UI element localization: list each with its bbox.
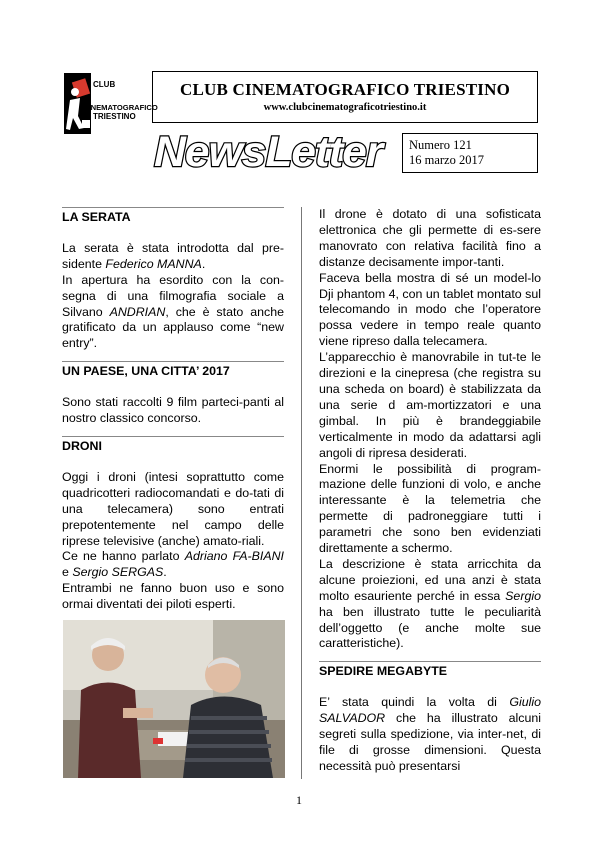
event-photo: [63, 620, 285, 778]
left-column: [62, 207, 284, 613]
club-name: CLUB CINEMATOGRAFICO TRIESTINO: [179, 80, 510, 99]
page-number: 1: [296, 793, 302, 807]
person-name: ANDRIAN: [109, 304, 166, 319]
masthead-box: [152, 71, 538, 123]
issue-info-box: [402, 133, 538, 173]
issue-date: 16 marzo 2017: [409, 153, 484, 167]
person-name: Federico MANNA: [105, 256, 202, 271]
newsletter-wordmark: [150, 126, 386, 174]
paragraph: Oggi i droni (intesi soprattutto come quadricotteri radiocomandati e do-tati di una telecamera) sono entrati prepotentemente nel campo delle riprese televisive (anche) amato-riali.: [62, 469, 284, 548]
paragraph: La descrizione è stata arricchita da alcune proiezioni, ed una anzi è stata molto esauriente perché in essa Sergio ha ben illustrato tutte le peculiarità dell’oggetto (e anche molte sue caratteristiche).: [319, 556, 541, 651]
paragraph: Enormi le possibilità di program-mazione delle funzioni di volo, e anche interessante è la telemetria che permette di padroneggiare tutti i parametri che sono ben evidenziati direttamente a schermo.: [319, 461, 541, 556]
section-title-droni: DRONI: [62, 438, 102, 453]
logo-line-1: CLUB: [93, 80, 116, 89]
paragraph: Il drone è dotato di una sofisticata elettronica che gli permette di es-sere manovrato con relativa facilità fino a distanze decisamente impor-tanti.: [319, 207, 541, 269]
paragraph: Sono stati raccolti 9 film parteci-panti al nostro classico concorso.: [62, 395, 284, 426]
person-name: Adriano FA-BIANI: [184, 549, 284, 564]
club-logo: [62, 70, 158, 136]
section-rule: [62, 207, 284, 208]
club-website: www.clubcinematograficotriestino.it: [263, 102, 427, 113]
section-title-un-paese: UN PAESE, UNA CITTA’ 2017: [62, 364, 230, 379]
issue-number: Numero 121: [409, 138, 472, 152]
paragraph: Faceva bella mostra di sé un model-lo Dji phantom 4, con un tablet montato sul telecomando in modo che l’operatore possa vedere in tempo reale quanto viene ripreso dalla telecamera.: [319, 270, 541, 349]
paragraph: Entrambi ne fanno buon uso e sono ormai diventati dei piloti esperti.: [62, 581, 284, 612]
section-rule: [319, 661, 541, 662]
section-rule: [62, 436, 284, 437]
right-column: [319, 207, 541, 775]
paragraph: L’apparecchio è manovrabile in tut-te le direzioni e la cinepresa (che registra su una scheda on board) è stabilizzata da una serie d am-mortizzatori e una gimbal. In più è brandeggiabile verticalmente in modo da adattarsi agli angoli di ripresa desiderati.: [319, 350, 541, 460]
logo-line-3: TRIESTINO: [93, 112, 136, 121]
section-title-spedire-megabyte: SPEDIRE MEGABYTE: [319, 664, 448, 679]
paragraph: La serata è stata introdotta dal pre-sidente Federico MANNA.: [62, 240, 284, 271]
paragraph: E’ stata quindi la volta di Giulio SALVADOR che ha illustrato alcuni segreti sulla spedizione, via inter-net, di file di grosse dimensioni. Questa necessità può presentarsi: [319, 695, 541, 773]
person-name: Sergio: [505, 588, 541, 603]
person-name: Sergio SERGAS: [72, 565, 164, 580]
paragraph: Ce ne hanno parlato Adriano FA-BIANI e Sergio SERGAS.: [62, 549, 284, 580]
newsletter-title: NewsLetter: [154, 128, 386, 176]
logo-line-2: CINEMATOGRAFICO: [83, 103, 158, 112]
column-divider: [301, 207, 302, 779]
section-title-la-serata: LA SERATA: [62, 210, 131, 224]
person-name: Giulio SALVADOR: [319, 695, 541, 726]
section-rule: [62, 361, 284, 362]
paragraph: In apertura ha esordito con la con-segna di una filmografia sociale a Silvano ANDRIAN, che è stato anche gratificato da un applauso come “new entry”.: [62, 272, 284, 351]
